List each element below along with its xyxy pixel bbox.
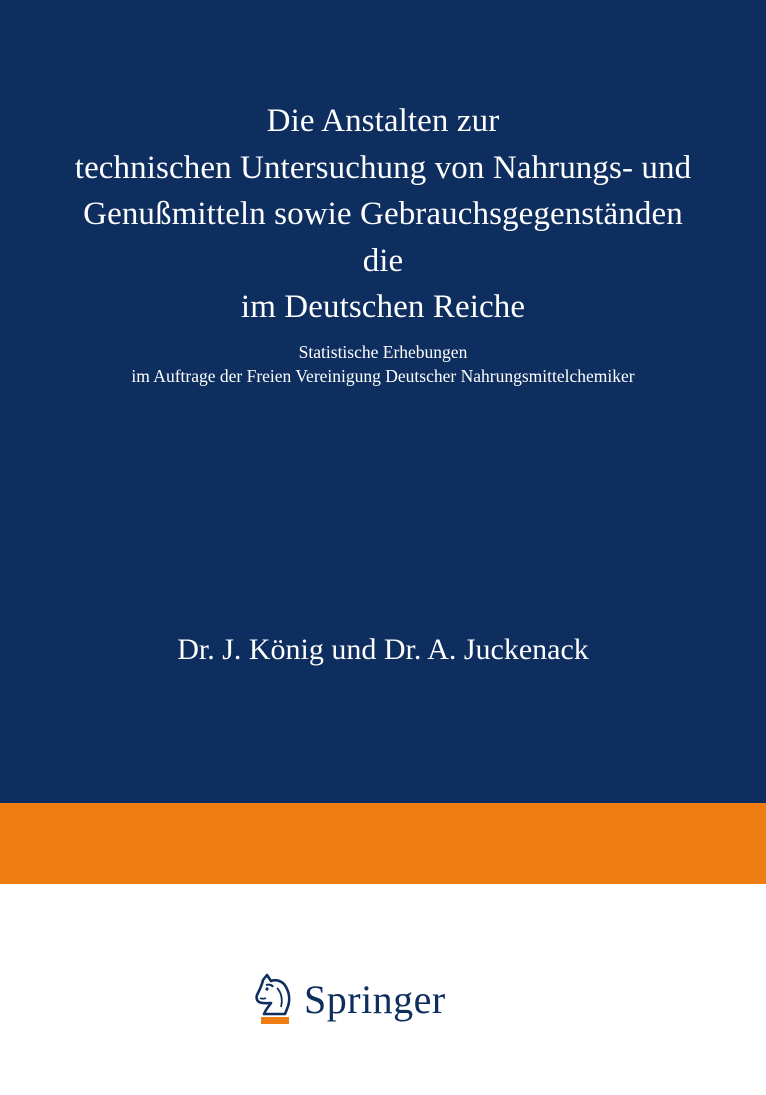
title-line: Genußmitteln sowie Gebrauchsgegenständen: [83, 196, 683, 232]
book-subtitle: [0, 340, 766, 388]
publisher-name: Springer: [304, 977, 446, 1022]
springer-chess-knight-icon: [250, 972, 298, 1028]
publisher-logo: [250, 970, 446, 1030]
title-line: technischen Untersuchung von Nahrungs- und: [74, 149, 692, 186]
book-title: [0, 98, 766, 331]
book-authors: Dr. J. König und Dr. A. Juckenack: [177, 633, 589, 666]
orange-band: [0, 803, 766, 884]
title-line: die: [362, 242, 404, 279]
title-line: Die Anstalten zur: [266, 103, 500, 139]
subtitle-line: Statistische Erhebungen: [298, 342, 468, 362]
subtitle-line: im Auftrage der Freien Vereinigung Deutscher Nahrungsmittelchemiker: [131, 366, 635, 386]
title-line: im Deutschen Reiche: [240, 289, 526, 325]
